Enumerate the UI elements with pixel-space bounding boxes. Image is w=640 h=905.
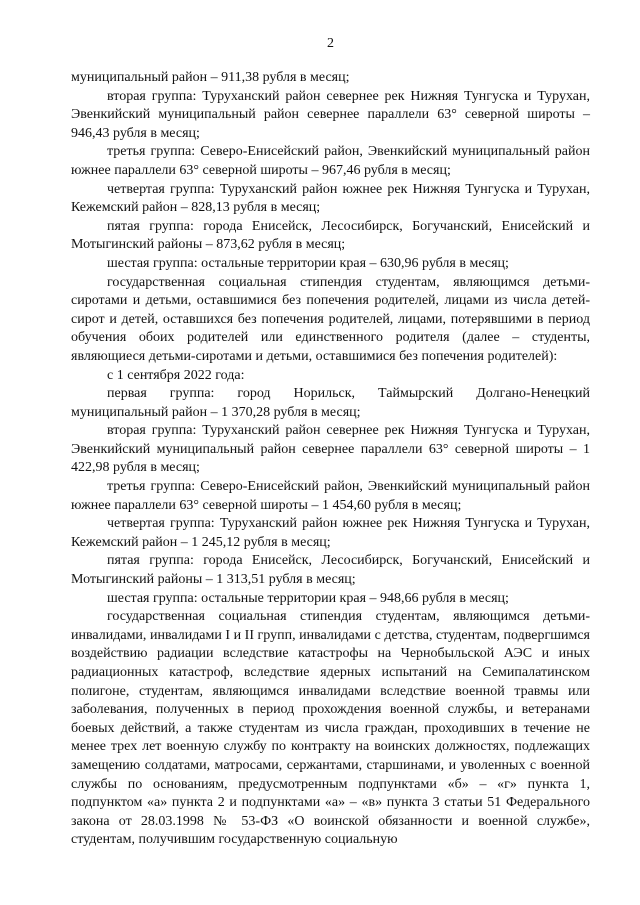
paragraph: муниципальный район – 911,38 рубля в месяц; bbox=[71, 70, 350, 85]
paragraph: пятая группа: города Енисейск, Лесосибирск, Богучанский, Енисейский и Мотыгинский районы – 1 313,51 рубля в месяц; bbox=[71, 553, 590, 588]
paragraph: шестая группа: остальные территории края – 948,66 рубля в месяц; bbox=[107, 590, 509, 606]
paragraph: четвертая группа: Туруханский район южнее рек Нижняя Тунгуска и Турухан, Кежемский район – 1 245,12 рубля в месяц; bbox=[71, 516, 590, 550]
paragraph: с 1 сентября 2022 года: bbox=[107, 367, 245, 383]
paragraph: третья группа: Северо-Енисейский район, Эвенкийский муниципальный район южнее параллели 63° северной широты – 1 454,60 рубля в месяц; bbox=[71, 479, 590, 513]
document-body bbox=[71, 69, 590, 850]
paragraph: первая группа: город Норильск, Таймырский Долгано-Ненецкий муниципальный район – 1 370,28 рубля в месяц; bbox=[71, 386, 590, 420]
paragraph: шестая группа: остальные территории края – 630,96 рубля в месяц; bbox=[107, 255, 509, 271]
paragraph: вторая группа: Туруханский район севернее рек Нижняя Тунгуска и Турухан, Эвенкийский муниципальный район севернее параллели 63° северной широты – 1 422,98 рубля в месяц; bbox=[71, 423, 590, 476]
paragraph: вторая группа: Туруханский район севернее рек Нижняя Тунгуска и Турухан, Эвенкийский муниципальный район севернее параллели 63° северной широты – 946,43 рубля в месяц; bbox=[71, 88, 590, 141]
paragraph: государственная социальная стипендия студентам, являющимся детьми-сиротами и детьми, оставшимися без попечения родителей, лицами из числа детей-сирот и детей, оставшихся без попечения родителей, лицами, потерявшими в период обучения обоих родителей или единственного родителя (далее – студенты, являющиеся детьми-сиротами и детьми, оставшимися без попечения родителей): bbox=[71, 274, 590, 364]
paragraph: государственная социальная стипендия студентам, являющимся детьми-инвалидами, инвалидами I и II групп, инвалидами с детства, студентам, подвергшимся воздействию радиации вследствие катастрофы на Чернобыльской АЭС и иных радиационных катастроф, вследствие ядерных испытаний на Семипалатинском полигоне, студентам, являющимся инвалидами вследствие военной травмы или заболевания, полученных в период прохождения военной службы, и ветеранами боевых действий, а также студентам из числа граждан, проходивших в течение не менее трех лет военную службу по контракту на воинских должностях, подлежащих замещению солдатами, матросами, сержантами, старшинами, и уволенных с военной службы по основаниям, предусмотренным подпунктами «б» – «г» пункта 1, подпунктом «а» пункта 2 и подпунктами «а» – «в» пункта 3 статьи 51 Федерального закона от 28.03.1998 № 53-ФЗ «О воинской обязанности и военной службе», студентам, получившим государственную социальную bbox=[71, 609, 590, 848]
paragraph: пятая группа: города Енисейск, Лесосибирск, Богучанский, Енисейский и Мотыгинский районы – 873,62 рубля в месяц; bbox=[71, 218, 590, 253]
paragraph: четвертая группа: Туруханский район южнее рек Нижняя Тунгуска и Турухан, Кежемский район – 828,13 рубля в месяц; bbox=[71, 181, 590, 216]
page-number: 2 bbox=[327, 36, 334, 51]
paragraph: третья группа: Северо-Енисейский район, Эвенкийский муниципальный район южнее параллели 63° северной широты – 967,46 рубля в месяц; bbox=[71, 144, 590, 178]
